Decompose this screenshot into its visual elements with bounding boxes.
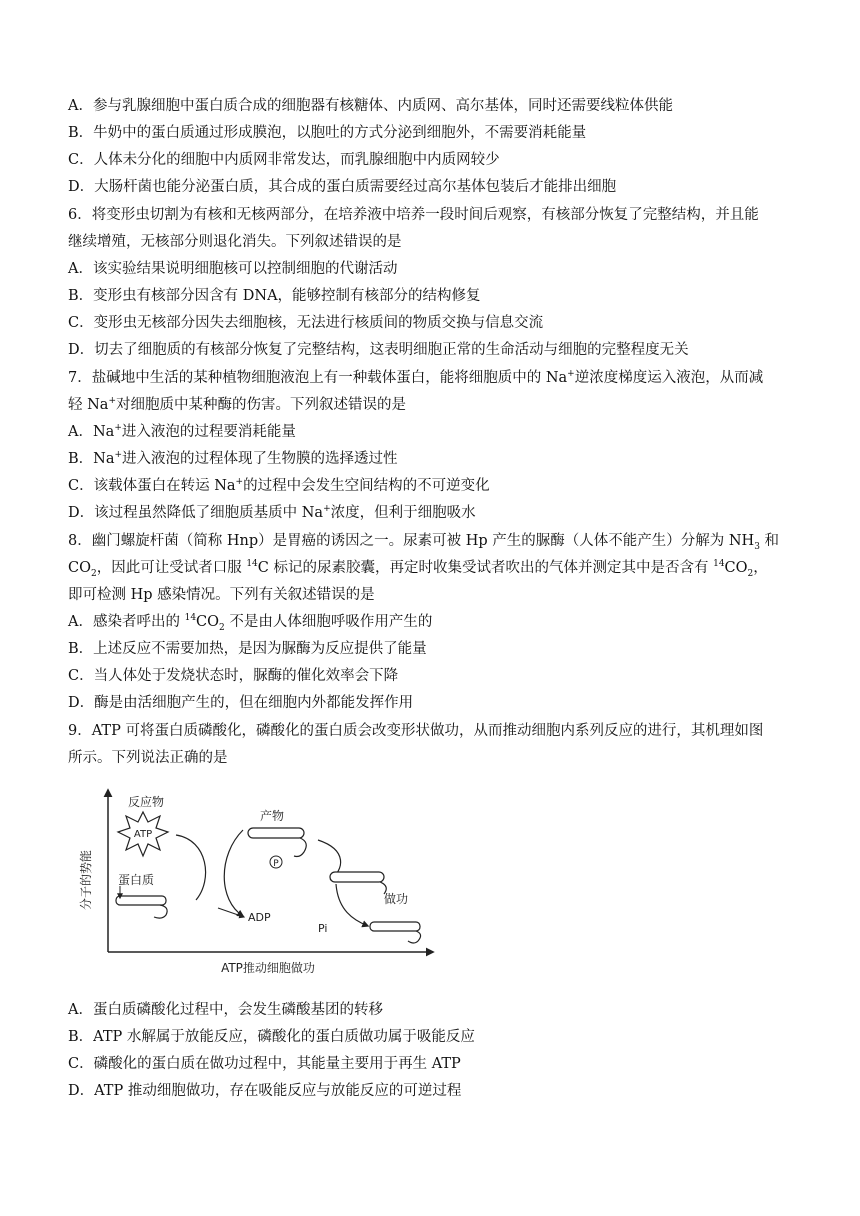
q5-option-b: B．牛奶中的蛋白质通过形成膜泡，以胞吐的方式分泌到细胞外，不需要消耗能量	[68, 125, 587, 141]
q5-option-d: D．大肠杆菌也能分泌蛋白质，其合成的蛋白质需要经过高尔基体包装后才能排出细胞	[68, 179, 617, 195]
q9-option-b: B．ATP 水解属于放能反应，磷酸化的蛋白质做功属于吸能反应	[68, 1029, 475, 1045]
working-protein-shape	[330, 872, 384, 882]
reaction-curve-left	[176, 835, 206, 900]
reactant-label: 反应物	[128, 795, 165, 809]
final-protein-shape	[370, 922, 420, 931]
q8-stem-line3: 即可检测 Hp 感染情况。下列有关叙述错误的是	[68, 587, 375, 603]
q9-option-d: D．ATP 推动细胞做功，存在吸能反应与放能反应的可逆过程	[68, 1083, 462, 1099]
protein-tail	[154, 905, 167, 918]
q5-option-a: A．参与乳腺细胞中蛋白质合成的细胞器有核糖体、内质网、高尔基体，同时还需要线粒体供能	[68, 98, 673, 114]
q9-option-c: C．磷酸化的蛋白质在做功过程中，其能量主要用于再生 ATP	[68, 1056, 461, 1072]
adp-label: ADP	[248, 911, 271, 924]
final-protein-tail	[408, 931, 421, 943]
phosphate-label: P	[273, 859, 279, 869]
product-shape	[248, 828, 304, 838]
q8-option-d: D．酶是由活细胞产生的，但在细胞内外都能发挥作用	[68, 695, 414, 711]
adp-arrow	[218, 908, 244, 917]
atp-mechanism-figure	[68, 780, 440, 980]
q6-option-c: C．变形虫无核部分因失去细胞核，无法进行核质间的物质交换与信息交流	[68, 315, 544, 331]
q9-stem-line1: 9．ATP 可将蛋白质磷酸化，磷酸化的蛋白质会改变形状做功，从而推动细胞内系列反应的进行，其机理如图	[68, 723, 764, 739]
y-axis-label: 分子的势能	[79, 849, 93, 911]
pi-label: Pi	[318, 922, 328, 935]
q5-option-c: C．人体未分化的细胞中内质网非常发达，而乳腺细胞中内质网较少	[68, 152, 500, 168]
reaction-curve-right	[224, 830, 243, 916]
q6-option-b: B．变形虫有核部分因含有 DNA，能够控制有核部分的结构修复	[68, 288, 481, 304]
q6-option-a: A．该实验结果说明细胞核可以控制细胞的代谢活动	[68, 261, 398, 277]
q8-option-b: B．上述反应不需要加热，是因为脲酶为反应提供了能量	[68, 641, 427, 657]
q7-option-a: A．Na+进入液泡的过程要消耗能量	[68, 423, 296, 440]
protein-shape	[116, 896, 166, 905]
q6-stem-line2: 继续增殖，无核部分则退化消失。下列叙述错误的是	[68, 234, 402, 250]
atp-label: ATP	[133, 829, 153, 840]
work-label: 做功	[384, 892, 409, 906]
q8-option-a: A．感染者呼出的 $^{14}CO_2$ 不是由人体细胞呼吸作用产生的	[68, 613, 433, 633]
product-label: 产物	[260, 809, 285, 823]
q6-option-d: D．切去了细胞质的有核部分恢复了完整结构，这表明细胞正常的生命活动与细胞的完整程度无关	[68, 342, 689, 358]
protein-label: 蛋白质	[118, 873, 155, 887]
q7-option-c: C．该载体蛋白在转运 Na+的过程中会发生空间结构的不可逆变化	[68, 477, 490, 494]
q8-option-c: C．当人体处于发烧状态时，脲酶的催化效率会下降	[68, 668, 399, 684]
q8-stem-line2: $CO_2$，因此可让受试者口服 $^{14}$C 标记的尿素胶囊，再定时收集受试者吹出的气体并测定其中是否含有 $^{14}CO_2$，	[68, 559, 768, 579]
q7-option-b: B．Na+进入液泡的过程体现了生物膜的选择透过性	[68, 450, 398, 467]
product-tail	[294, 838, 306, 857]
q7-stem-line1: 7．盐碱地中生活的某种植物细胞液泡上有一种载体蛋白，能将细胞质中的 Na+逆浓度梯度运入液泡，从而减	[68, 369, 764, 386]
q7-option-d: D．该过程虽然降低了细胞质基质中 Na+浓度，但利于细胞吸水	[68, 504, 476, 521]
pi-curve	[336, 884, 368, 926]
x-axis-label: ATP推动细胞做功	[221, 961, 315, 975]
q6-stem-line1: 6．将变形虫切割为有核和无核两部分，在培养液中培养一段时间后观察，有核部分恢复了完整结构，并且能	[68, 207, 759, 223]
q8-stem-line1: 8．幽门螺旋杆菌（简称 Hnp）是胃癌的诱因之一。尿素可被 Hp 产生的脲酶（人体不能产生）分解为 $NH_3$ 和	[68, 533, 780, 552]
q9-stem-line2: 所示。下列说法正确的是	[68, 750, 228, 766]
q9-option-a: A．蛋白质磷酸化过程中，会发生磷酸基团的转移	[68, 1002, 383, 1018]
q7-stem-line2: 轻 Na+对细胞质中某种酶的伤害。下列叙述错误的是	[68, 396, 406, 413]
